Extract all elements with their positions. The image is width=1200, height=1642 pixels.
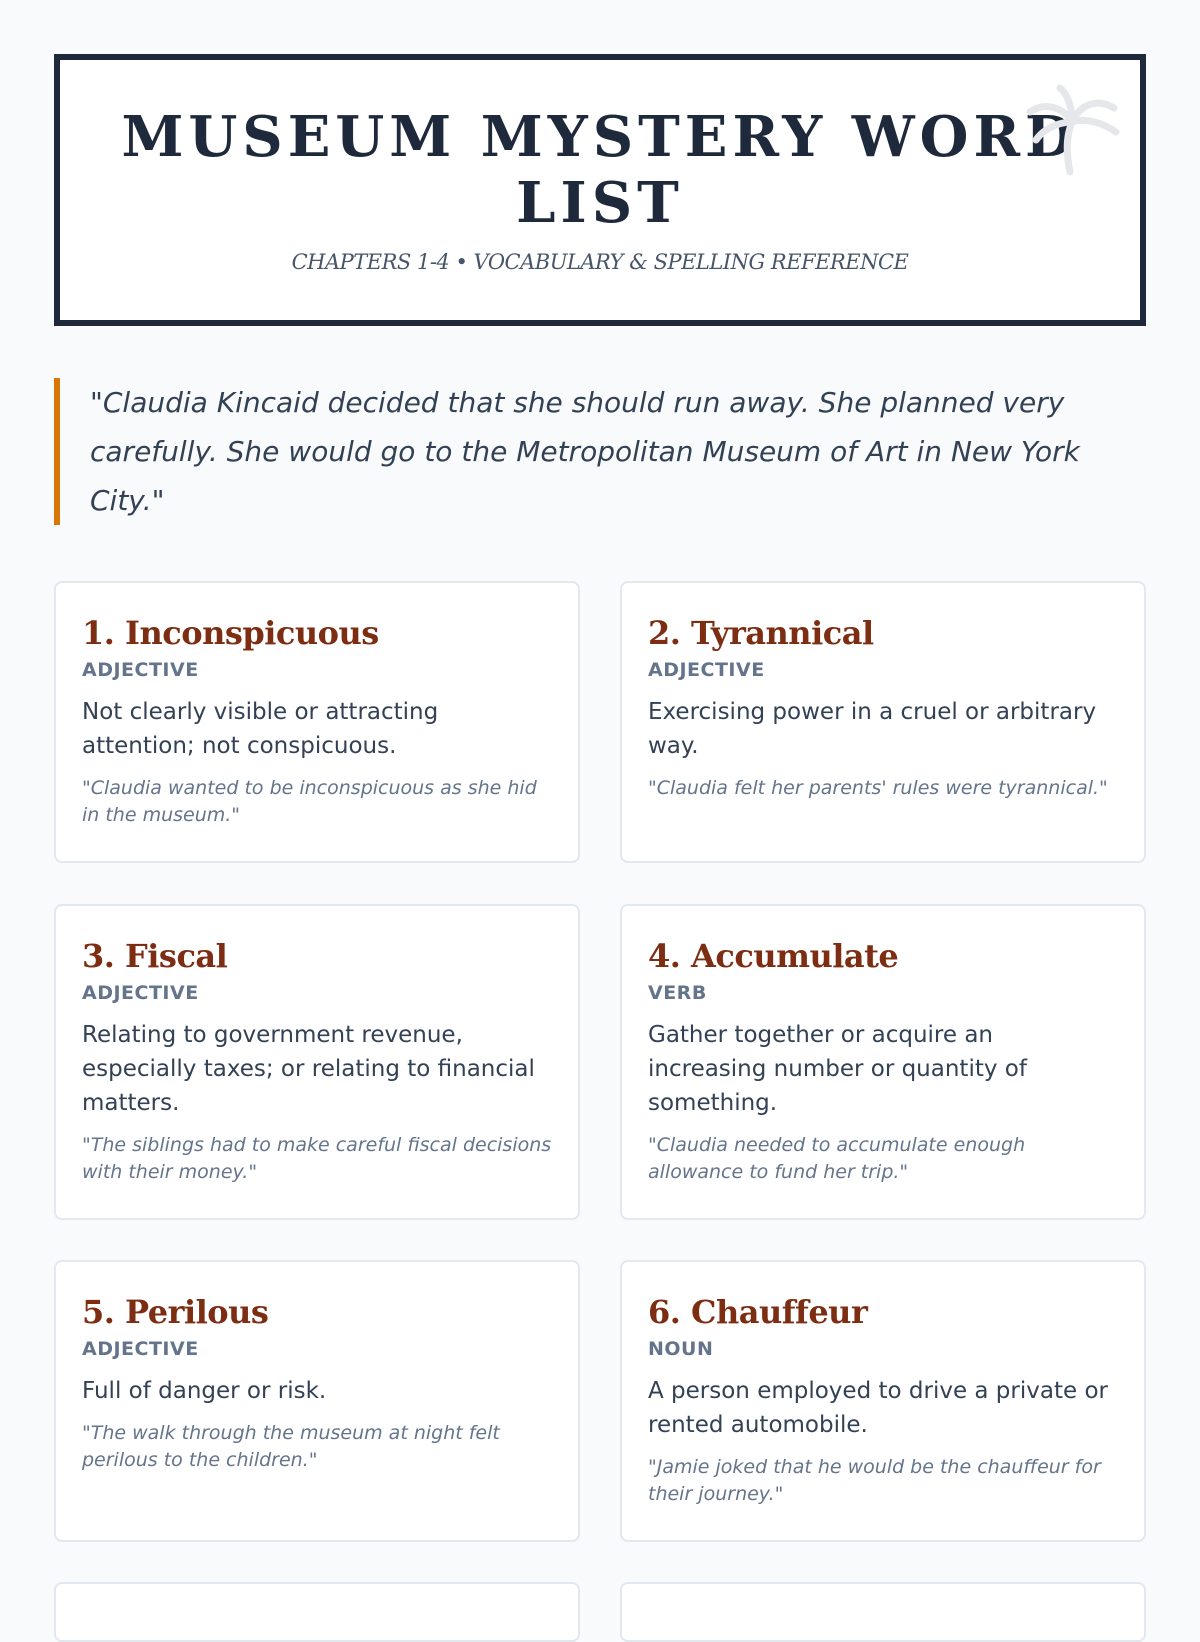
part-of-speech: ADJECTIVE bbox=[82, 982, 199, 1004]
example-sentence: "Claudia wanted to be inconspicuous as she hid in the museum." bbox=[82, 777, 537, 826]
word-card bbox=[54, 904, 580, 1220]
definition: Exercising power in a cruel or arbitrary way. bbox=[648, 699, 1097, 759]
word-card bbox=[54, 1260, 580, 1542]
part-of-speech: ADJECTIVE bbox=[82, 1338, 199, 1360]
word-heading: 4. Accumulate bbox=[648, 937, 899, 975]
example-sentence: "Claudia felt her parents' rules were tyrannical." bbox=[648, 777, 1108, 799]
word-card-partial bbox=[54, 1582, 580, 1642]
part-of-speech: VERB bbox=[648, 982, 707, 1004]
part-of-speech: ADJECTIVE bbox=[648, 659, 765, 681]
definition: Not clearly visible or attracting attention; not conspicuous. bbox=[82, 699, 439, 759]
word-heading: 6. Chauffeur bbox=[648, 1293, 868, 1331]
definition: Gather together or acquire an increasing number or quantity of something. bbox=[648, 1022, 1027, 1116]
word-heading: 1. Inconspicuous bbox=[82, 614, 379, 652]
example-sentence: "The walk through the museum at night felt perilous to the children." bbox=[82, 1422, 500, 1471]
definition: Full of danger or risk. bbox=[82, 1378, 327, 1404]
word-heading: 2. Tyrannical bbox=[648, 614, 874, 652]
word-card bbox=[620, 904, 1146, 1220]
example-sentence: "The siblings had to make careful fiscal decisions with their money." bbox=[82, 1134, 552, 1183]
part-of-speech: ADJECTIVE bbox=[82, 659, 199, 681]
header-box bbox=[54, 54, 1146, 326]
page-subtitle: CHAPTERS 1-4 • VOCABULARY & SPELLING REFERENCE bbox=[291, 250, 909, 274]
definition: Relating to government revenue, especially taxes; or relating to financial matters. bbox=[82, 1022, 535, 1116]
word-card-partial bbox=[620, 1582, 1146, 1642]
example-sentence: "Jamie joked that he would be the chauffeur for their journey." bbox=[648, 1456, 1101, 1505]
word-heading: 5. Perilous bbox=[82, 1293, 269, 1331]
word-card bbox=[54, 581, 580, 863]
example-sentence: "Claudia needed to accumulate enough allowance to fund her trip." bbox=[648, 1134, 1026, 1183]
word-card bbox=[620, 581, 1146, 863]
part-of-speech: NOUN bbox=[648, 1338, 714, 1360]
opening-quote: "Claudia Kincaid decided that she should run away. She planned very carefully. She would go to the Metropolitan Museum of Art in New York City." bbox=[54, 378, 1114, 525]
word-card bbox=[620, 1260, 1146, 1542]
word-heading: 3. Fiscal bbox=[82, 937, 228, 975]
palm-tree-icon bbox=[1022, 82, 1122, 182]
definition: A person employed to drive a private or rented automobile. bbox=[648, 1378, 1108, 1438]
page-title: MUSEUM MYSTERY WORD LIST bbox=[121, 104, 1079, 236]
